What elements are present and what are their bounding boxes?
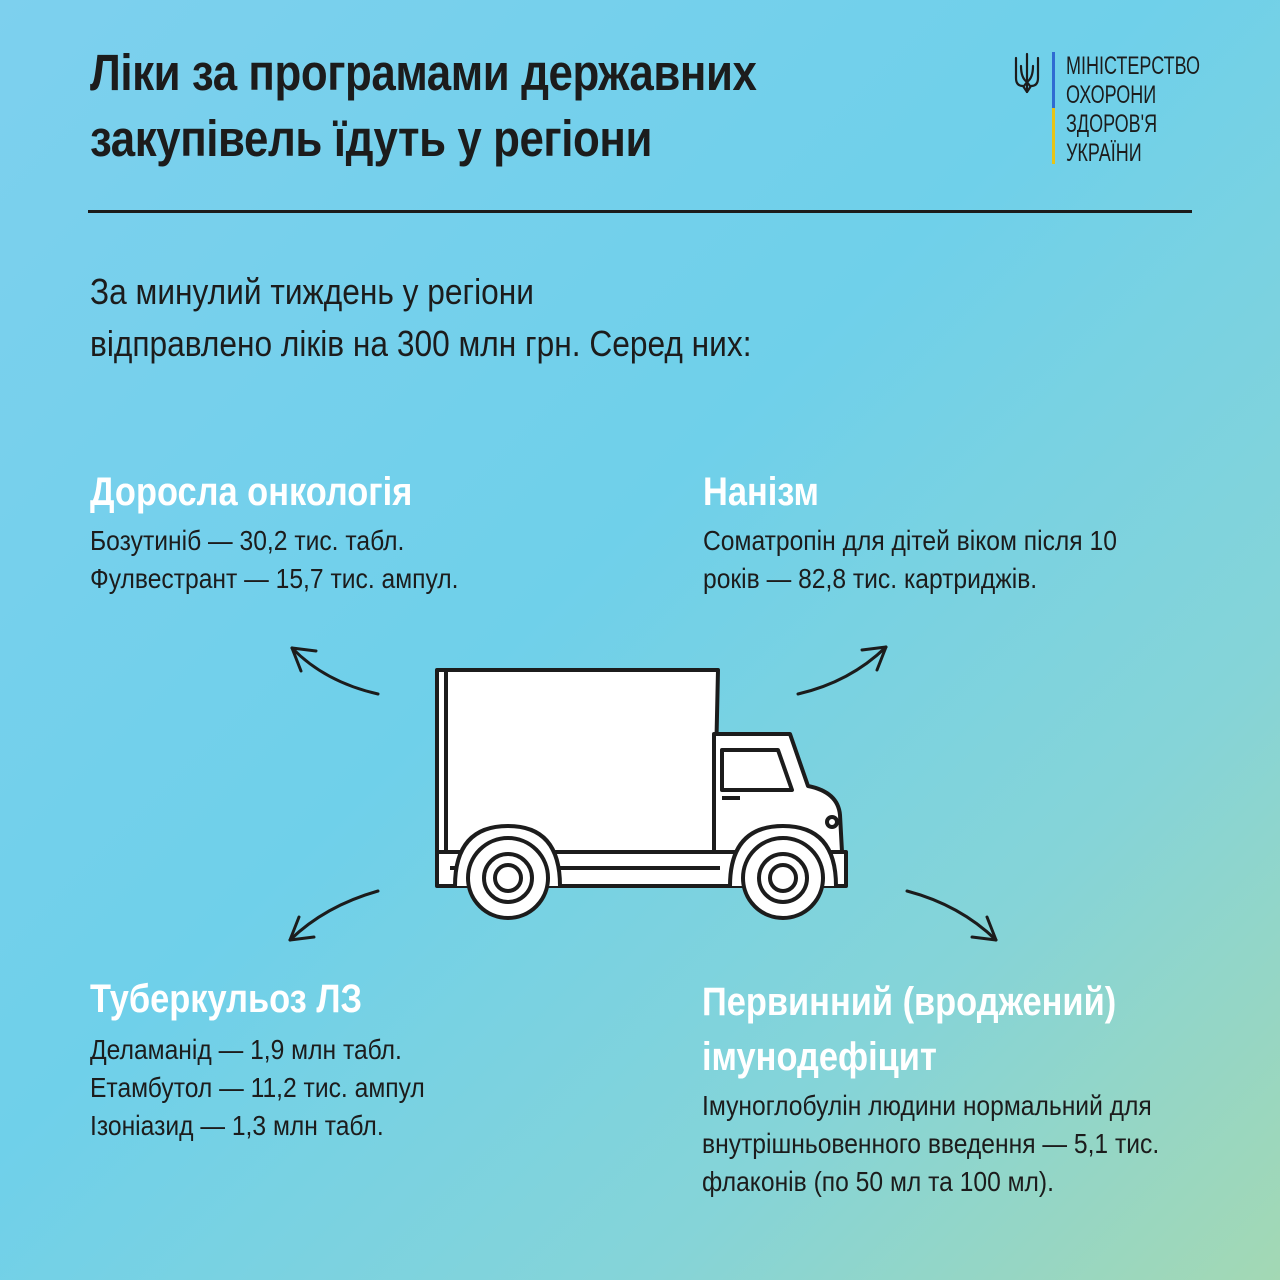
arrow-icon — [907, 891, 996, 940]
category-heading: Туберкульоз ЛЗ — [90, 977, 363, 1021]
medicine-line: Соматропін для дітей віком після 10 — [703, 525, 1117, 556]
arrow-icon — [292, 648, 378, 694]
title-line-2: закупівель їдуть у регіони — [90, 110, 652, 167]
category-heading: Нанізм — [703, 470, 820, 514]
category-heading-line-2: імунодефіцит — [702, 1035, 937, 1079]
intro-line-2: відправлено ліків на 300 млн грн. Серед них: — [90, 323, 752, 364]
logo-line-1: МІНІСТЕРСТВО — [1066, 52, 1201, 80]
medicine-line: Фулвестрант — 15,7 тис. ампул. — [90, 563, 459, 594]
title-line-1: Ліки за програмами державних — [90, 44, 757, 101]
arrow-icon — [290, 891, 378, 940]
category-heading-line-1: Первинний (вроджений) — [702, 980, 1117, 1024]
medicine-line: Бозутиніб — 30,2 тис. табл. — [90, 525, 405, 556]
medicine-line: Імуноглобулін людини нормальний для — [702, 1090, 1152, 1121]
logo-line-2: ОХОРОНИ — [1066, 81, 1157, 109]
delivery-truck-icon — [437, 670, 846, 918]
arrow-icon — [798, 647, 886, 694]
medicine-line: Ізоніазид — 1,3 млн табл. — [90, 1110, 384, 1141]
medicine-line: років — 82,8 тис. картриджів. — [703, 563, 1038, 594]
medicine-line: флаконів (по 50 мл та 100 мл). — [702, 1166, 1054, 1197]
category-heading: Доросла онкологія — [90, 470, 413, 514]
intro-line-1: За минулий тиждень у регіони — [90, 271, 534, 312]
medicine-line: Етамбутол — 11,2 тис. ампул — [90, 1072, 425, 1103]
logo-line-4: УКРАЇНИ — [1066, 139, 1142, 167]
medicine-line: Деламанід — 1,9 млн табл. — [90, 1034, 402, 1065]
logo-line-3: ЗДОРОВ'Я — [1066, 110, 1158, 138]
medicine-line: внутрішньовенного введення — 5,1 тис. — [702, 1128, 1160, 1159]
